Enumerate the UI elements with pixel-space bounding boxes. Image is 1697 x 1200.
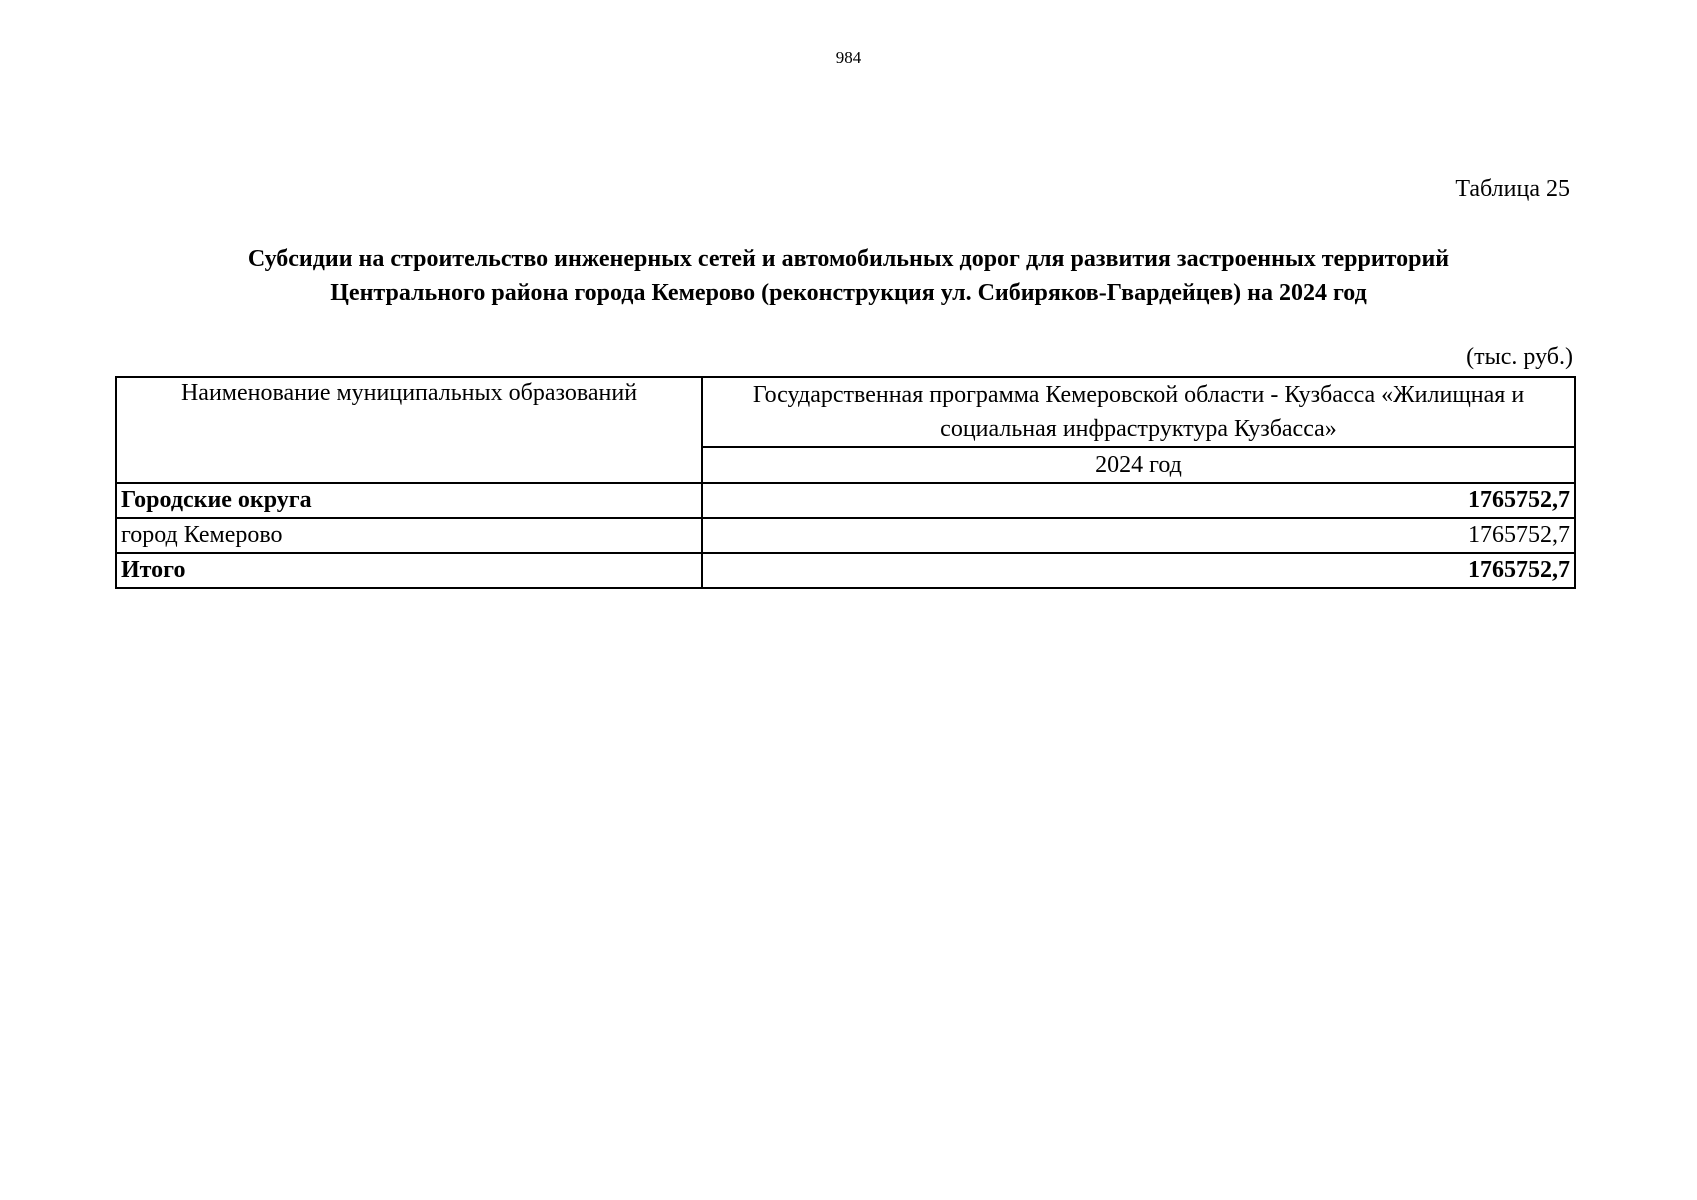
table-header-row xyxy=(116,377,1575,447)
header-year: 2024 год xyxy=(702,447,1575,483)
row-name: город Кемерово xyxy=(116,518,702,553)
row-value: 1765752,7 xyxy=(702,518,1575,553)
row-name: Итого xyxy=(116,553,702,588)
table-row xyxy=(116,518,1575,553)
header-municipality: Наименование муниципальных образований xyxy=(116,377,702,483)
units-label: (тыс. руб.) xyxy=(1466,344,1573,370)
page-number: 984 xyxy=(835,48,862,67)
table-row xyxy=(116,553,1575,588)
table-row xyxy=(116,483,1575,518)
header-program: Государственная программа Кемеровской области - Кузбасса «Жилищная и социальная инфраструктура Кузбасса» xyxy=(702,377,1575,447)
table-label: Таблица 25 xyxy=(1455,176,1570,202)
row-value: 1765752,7 xyxy=(702,553,1575,588)
row-value: 1765752,7 xyxy=(702,483,1575,518)
row-name: Городские округа xyxy=(116,483,702,518)
document-title xyxy=(120,242,1577,310)
subsidy-table xyxy=(115,376,1576,589)
title-line-1: Субсидии на строительство инженерных сетей и автомобильных дорог для развития застроенных территорий xyxy=(247,246,1450,272)
title-line-2: Центрального района города Кемерово (реконструкция ул. Сибиряков-Гвардейцев) на 2024 год xyxy=(330,280,1367,306)
